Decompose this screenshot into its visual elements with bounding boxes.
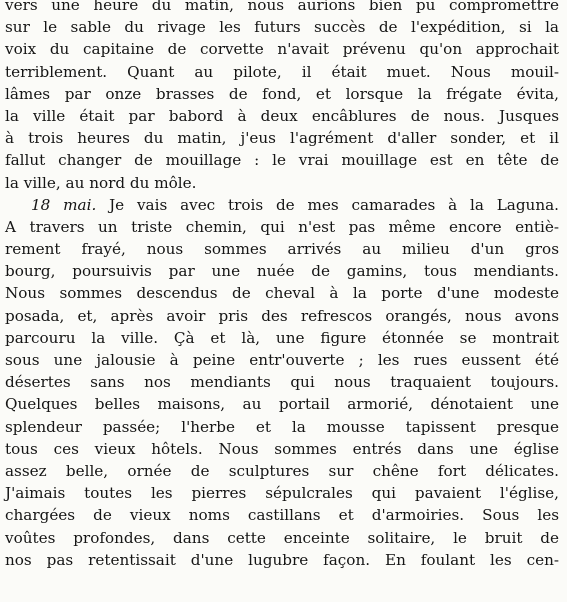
page-crop-edge [0, 594, 567, 602]
text-line: sous une jalousie à peine entr'ouverte ; les rues eussent été [5, 351, 559, 369]
text-line: voûtes profondes, dans cette enceinte solitaire, le bruit de [5, 528, 559, 547]
text-fragment: Je vais avec trois de mes camarades à la Laguna. [96, 195, 559, 214]
text-line: lâmes par onze brasses de fond, et lorsque la frégate évita, [5, 84, 559, 103]
text-line: à trois heures du matin, j'eus l'agrément d'aller sonder, et il [5, 129, 559, 148]
text-line: vers une heure du matin, nous aurions bien pu compromettre [5, 0, 559, 14]
text-line: Quelques belles maisons, au portail armorié, dénotaient une [5, 395, 559, 414]
text-line: splendeur passée; l'herbe et la mousse tapissent presque [5, 417, 559, 436]
text-line: la ville était par babord à deux encâblures de nous. Jusques [5, 106, 559, 125]
text-line: voix du capitaine de corvette n'avait prévenu qu'on approchait [5, 40, 559, 59]
text-line: A travers un triste chemin, qui n'est pas même encore entiè- [5, 217, 559, 236]
text-line: bourg, poursuivis par une nuée de gamins, tous mendiants. [5, 262, 559, 281]
text-line: assez belle, ornée de sculptures sur chêne fort délicates. [5, 461, 559, 480]
text-line: Nous sommes descendus de cheval à la porte d'une modeste [5, 284, 559, 303]
text-line: fallut changer de mouillage : le vrai mouillage est en tête de [5, 151, 559, 170]
text-line: la ville, au nord du môle. [5, 173, 197, 192]
entry-date: 18 mai. [31, 195, 97, 214]
text-line: désertes sans nos mendiants qui nous traquaient toujours. [5, 373, 559, 392]
paragraph-first-line [5, 194, 559, 216]
text-line: nos pas retentissait d'une lugubre façon. En foulant les cen- [5, 550, 559, 569]
text-line: rement frayé, nous sommes arrivés au milieu d'un gros [5, 240, 559, 259]
text-line: J'aimais toutes les pierres sépulcrales qui pavaient l'église, [5, 484, 559, 503]
text-line: posada, et, après avoir pris des refrescos orangés, nous avons [5, 306, 559, 325]
text-line: chargées de vieux noms castillans et d'armoiries. Sous les [5, 506, 559, 525]
body-text [5, 0, 559, 571]
text-line: sur le sable du rivage les futurs succès de l'expédition, si la [5, 18, 559, 37]
text-line: parcouru la ville. Çà et là, une figure étonnée se montrait [5, 328, 559, 347]
text-line: tous ces vieux hôtels. Nous sommes entrés dans une église [5, 439, 559, 458]
text-line: terriblement. Quant au pilote, il était muet. Nous mouil- [5, 62, 559, 81]
